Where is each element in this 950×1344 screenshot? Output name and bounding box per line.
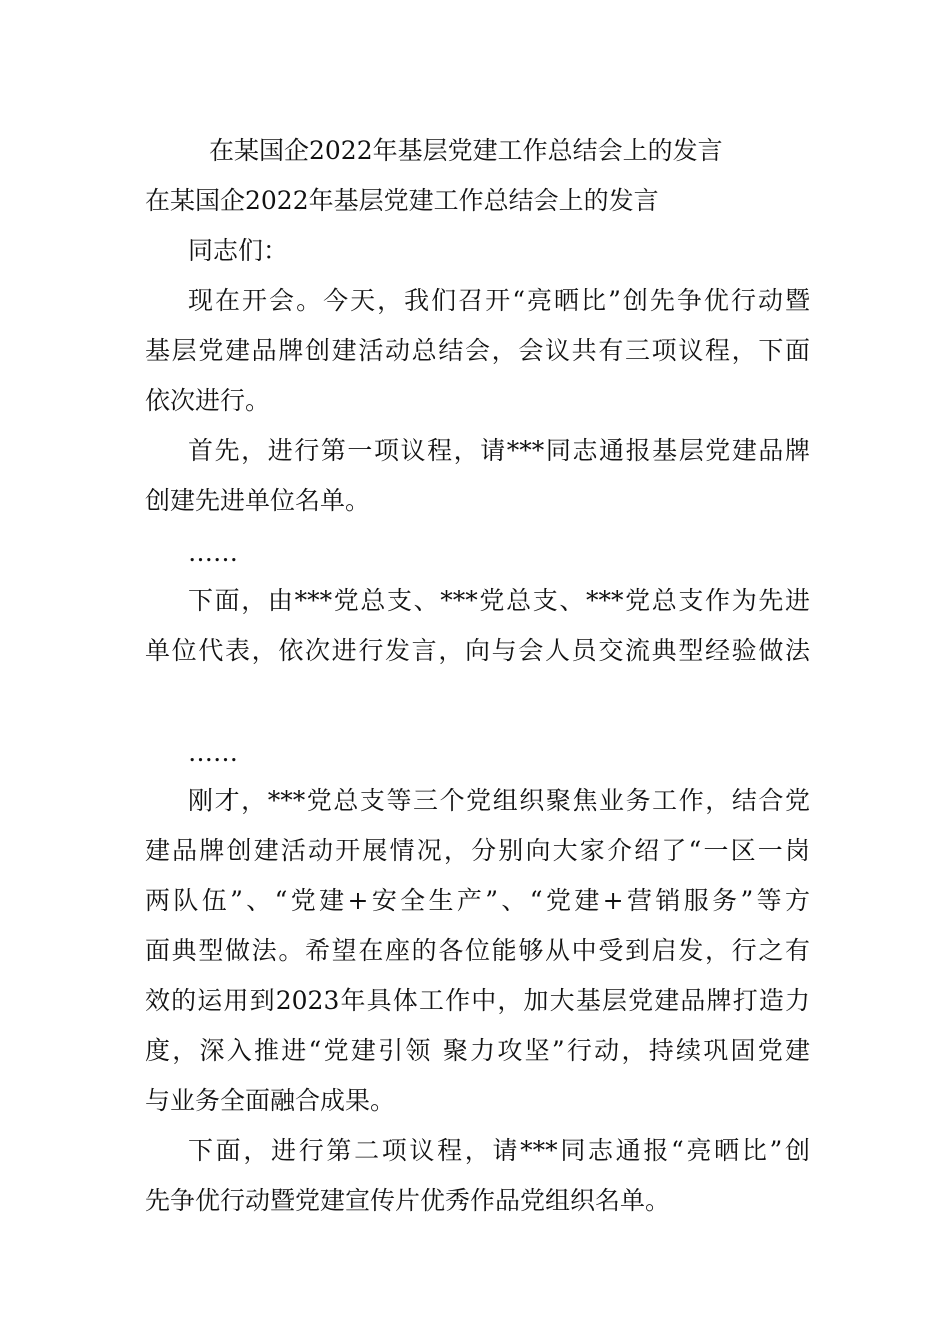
paragraph-line: 首先，进行第一项议程，请***同志通报基层党建品牌 bbox=[188, 436, 810, 465]
paragraph-line: 建品牌创建活动开展情况，分别向大家介绍了“一区一岗 bbox=[145, 836, 810, 865]
document-title: 在某国企2022年基层党建工作总结会上的发言 bbox=[209, 136, 723, 165]
paragraph-line: 先争优行动暨党建宣传片优秀作品党组织名单。 bbox=[145, 1186, 671, 1215]
paragraph-line: 度，深入推进“党建引领 聚力攻坚”行动，持续巩固党建 bbox=[145, 1036, 810, 1065]
paragraph-line: 基层党建品牌创建活动总结会，会议共有三项议程，下面 bbox=[145, 336, 810, 365]
paragraph-line: 下面，进行第二项议程，请***同志通报“亮晒比”创 bbox=[188, 1136, 810, 1165]
paragraph-line: 两队伍”、“党建+安全生产”、“党建+营销服务”等方 bbox=[145, 886, 810, 915]
document-subtitle: 在某国企2022年基层党建工作总结会上的发言 bbox=[145, 186, 659, 215]
paragraph-line: 现在开会。今天，我们召开“亮晒比”创先争优行动暨 bbox=[188, 286, 810, 315]
paragraph-line: 与业务全面融合成果。 bbox=[145, 1086, 396, 1115]
paragraph-line: 下面，由***党总支、***党总支、***党总支作为先进 bbox=[188, 586, 810, 615]
paragraph-line: 创建先进单位名单。 bbox=[145, 486, 371, 515]
paragraph-line: 刚才，***党总支等三个党组织聚焦业务工作，结合党 bbox=[188, 786, 810, 815]
paragraph-line: 面典型做法。希望在座的各位能够从中受到启发，行之有 bbox=[145, 936, 810, 965]
salutation: 同志们： bbox=[188, 236, 289, 265]
paragraph-line: 单位代表，依次进行发言，向与会人员交流典型经验做法 bbox=[145, 636, 810, 665]
paragraph-line: 效的运用到2023年具体工作中，加大基层党建品牌打造力 bbox=[145, 986, 810, 1015]
paragraph-line: 依次进行。 bbox=[145, 386, 271, 415]
ellipsis: …… bbox=[188, 538, 238, 567]
ellipsis: …… bbox=[188, 738, 238, 767]
